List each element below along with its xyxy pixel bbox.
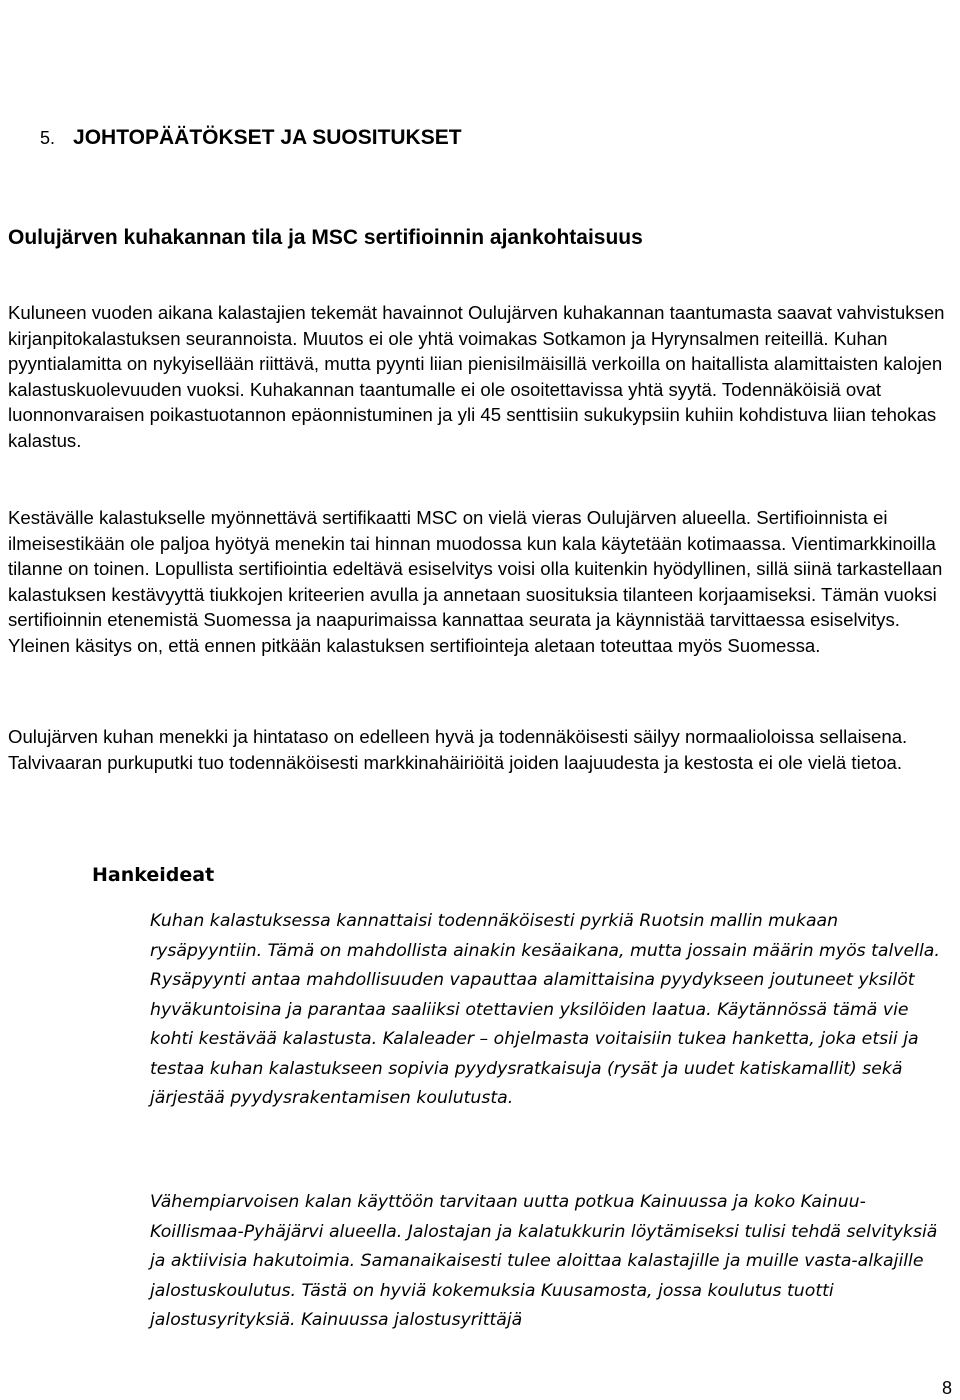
project-ideas-heading: Hankeideat	[92, 864, 215, 886]
subsection-heading: Oulujärven kuhakannan tila ja MSC sertifioinnin ajankohtaisuus	[8, 226, 643, 249]
section-number: 5.	[40, 128, 56, 148]
page-number: 8	[941, 1378, 952, 1398]
paragraph-stock-status: Kuluneen vuoden aikana kalastajien tekemät havainnot Oulujärven kuhakannan taantumasta saavat vahvistuksen kirjanpitokalastuksen seurannoista. Muutos ei ole yhtä voimakas Sotkamon ja Hyrynsalmen reiteillä. Kuhan pyyntialamitta on nykyisellään riittävä, mutta pyynti liian pienisilmäisillä verkoilla on haitallista alamittaisten kalojen kalastuskuolevuuden vuoksi. Kuhakannan taantumalle ei ole osoitettavissa yhtä syytä. Todennäköisiä ovat luonnonvaraisen poikastuotannon epäonnistuminen ja yli 45 senttisiin sukukypsiin kuhiin kohdistuva liian tehokas kalastus.	[8, 302, 945, 451]
project-idea-low-value-fish: Vähempiarvoisen kalan käyttöön tarvitaan uutta potkua Kainuussa ja koko Kainuu-Koillismaa-Pyhäjärvi alueella. Jalostajan ja kalatukkurin löytämiseksi tulisi tehdä selvityksiä ja aktiivisia hakutoimia. Samanaikaisesti tulee aloittaa kalastajille ja muille vasta-alkajille jalostuskoulutus. Tästä on hyviä kokemuksia Kuusamosta, jossa koulutus tuotti jalostusyrityksiä. Kainuussa jalostusyrittäjä	[150, 1192, 938, 1330]
paragraph-market-outlook: Oulujärven kuhan menekki ja hintataso on edelleen hyvä ja todennäköisesti säilyy normaalioloissa sellaisena. Talvivaaran purkuputki tuo todennäköisesti markkinahäiriöitä joiden laajuudesta ja kestosta ei ole vielä tietoa.	[8, 726, 908, 773]
project-idea-trap-fishing: Kuhan kalastuksessa kannattaisi todennäköisesti pyrkiä Ruotsin mallin mukaan rysäpyyntiin. Tämä on mahdollista ainakin kesäaikana, mutta jossain määrin myös talvella. Rysäpyynti antaa mahdollisuuden vapauttaa alamittaisina pyydykseen joutuneet yksilöt hyväkuntoisina ja parantaa saaliiksi otettavien yksilöiden laatua. Käytännössä tämä vie kohti kestävää kalastusta. Kalaleader – ohjelmasta voitaisiin tukea hanketta, joka etsii ja testaa kuhan kalastukseen sopivia pyydysratkaisuja (rysät ja uudet katiskamallit) sekä järjestää pyydysrakentamisen koulutusta.	[150, 911, 940, 1108]
paragraph-msc-certification: Kestävälle kalastukselle myönnettävä sertifikaatti MSC on vielä vieras Oulujärven alueella. Sertifioinnista ei ilmeisestikään ole paljoa hyötyä menekin tai hinnan muodossa kun kala käytetään kotimaassa. Vientimarkkinoilla tilanne on toinen. Lopullista sertifiointia edeltävä esiselvitys voisi olla kuitenkin hyödyllinen, sillä siinä tarkastellaan kalastuksen kestävyyttä tiukkojen kriteerien avulla ja annetaan suosituksia tilanteen korjaamiseksi. Tämän vuoksi sertifioinnin etenemistä Suomessa ja naapurimaissa kannattaa seurata ja käynnistää tarvittaessa esiselvitys. Yleinen käsitys on, että ennen pitkään kalastuksen sertifiointeja aletaan toteuttaa myös Suomessa.	[8, 507, 943, 656]
section-title: JOHTOPÄÄTÖKSET JA SUOSITUKSET	[73, 126, 462, 149]
section-heading	[40, 126, 462, 150]
